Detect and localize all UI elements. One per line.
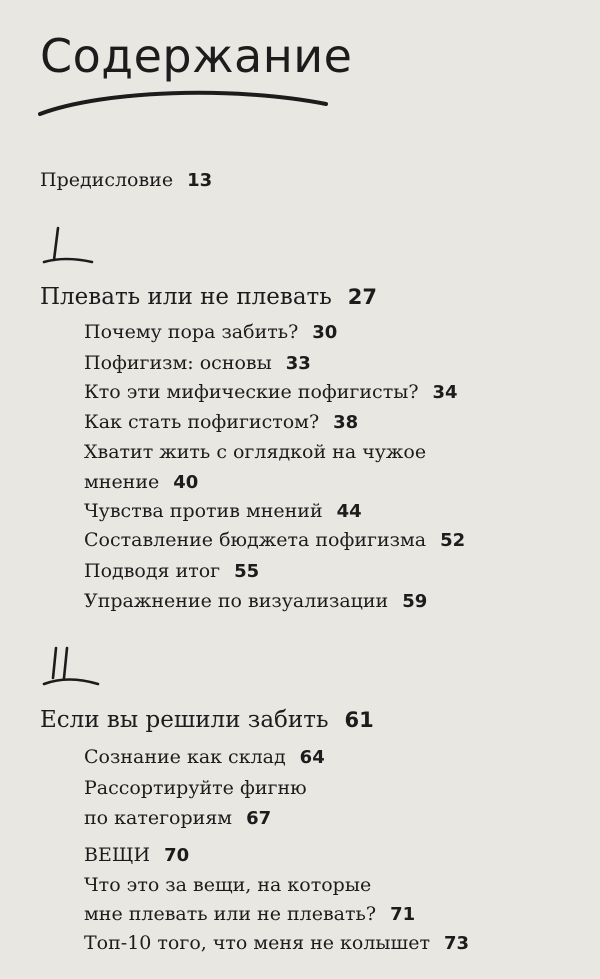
entry-title: Что это за вещи, на которые	[84, 874, 372, 896]
entry-page: 73	[443, 933, 470, 954]
entry-title: Пофигизм: основы	[84, 352, 272, 374]
entry-page: 64	[299, 747, 325, 768]
entry-title: Упражнение по визуализации	[84, 590, 389, 612]
entry-title: Предисловие	[40, 169, 174, 191]
toc-entry[interactable]	[84, 440, 426, 464]
toc-entry[interactable]	[84, 528, 465, 553]
entry-page: 44	[336, 501, 362, 522]
toc-part-two[interactable]	[40, 705, 374, 735]
entry-title: Кто эти мифические пофигисты?	[84, 381, 419, 403]
entry-title: Сознание как склад	[84, 746, 286, 768]
entry-title: мнение	[84, 471, 160, 493]
toc-entry[interactable]	[84, 931, 469, 956]
entry-page: 40	[173, 472, 199, 493]
toc-entry[interactable]	[84, 559, 259, 584]
entry-page: 70	[164, 845, 190, 866]
part-title: Если вы решили забить	[40, 707, 329, 733]
entry-title: Подводя итог	[84, 560, 221, 582]
entry-page: 55	[234, 561, 260, 582]
toc-entry[interactable]	[84, 499, 362, 524]
part-two-marker	[40, 644, 110, 692]
part-one-marker	[40, 224, 100, 270]
entry-title: по категориям	[84, 807, 233, 829]
entry-page: 13	[187, 170, 213, 191]
toc-entry[interactable]	[84, 351, 311, 376]
title-underline-swoosh	[34, 84, 334, 124]
entry-title: Рассортируйте фигню	[84, 777, 307, 799]
page-title: Содержание	[40, 29, 353, 83]
toc-entry-preface[interactable]	[40, 168, 212, 193]
entry-page: 52	[440, 530, 466, 551]
toc-entry[interactable]	[84, 843, 189, 868]
part-page: 61	[344, 708, 374, 732]
toc-entry-continued[interactable]	[84, 470, 198, 495]
entry-title: Топ-10 того, что меня не колышет	[84, 932, 430, 954]
toc-entry-continued[interactable]	[84, 806, 271, 831]
entry-title: ВЕЩИ	[84, 844, 151, 866]
entry-page: 34	[432, 382, 458, 403]
toc-entry[interactable]	[84, 320, 337, 345]
toc-entry[interactable]	[84, 410, 358, 435]
part-page: 27	[347, 285, 378, 309]
entry-page: 67	[246, 808, 272, 829]
entry-title: Чувства против мнений	[84, 500, 323, 522]
entry-page: 30	[312, 322, 338, 343]
entry-page: 71	[390, 904, 416, 925]
entry-title: Хватит жить с оглядкой на чужое	[84, 441, 427, 463]
toc-entry[interactable]	[84, 873, 371, 897]
toc-entry[interactable]	[84, 745, 325, 770]
part-title: Плевать или не плевать	[40, 284, 332, 310]
toc-entry[interactable]	[84, 589, 427, 614]
toc-entry[interactable]	[84, 380, 458, 405]
toc-part-one[interactable]	[40, 282, 377, 312]
toc-entry[interactable]	[84, 776, 307, 800]
entry-title: мне плевать или не плевать?	[84, 903, 377, 925]
entry-page: 38	[333, 412, 359, 433]
entry-title: Как стать пофигистом?	[84, 411, 320, 433]
entry-title: Почему пора забить?	[84, 321, 299, 343]
entry-page: 59	[402, 591, 428, 612]
entry-title: Составление бюджета пофигизма	[84, 529, 427, 551]
toc-entry-continued[interactable]	[84, 902, 415, 927]
entry-page: 33	[285, 353, 311, 374]
